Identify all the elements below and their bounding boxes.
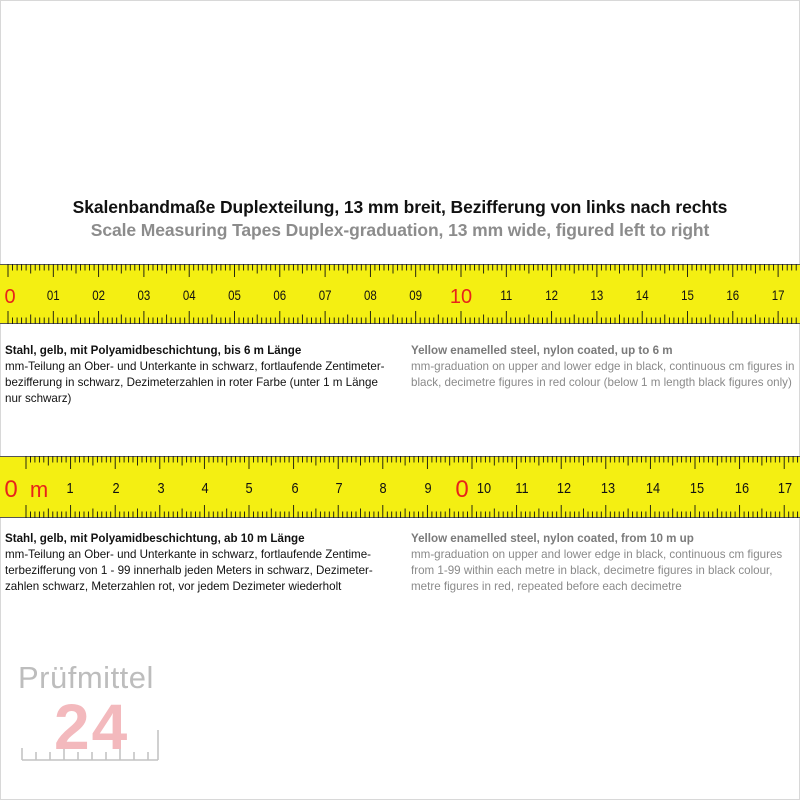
tape-1-graphic [0, 264, 800, 324]
section-1-english [411, 343, 797, 391]
section-1-german-heading: Stahl, gelb, mit Polyamidbeschichtung, bis 6 m Länge [5, 344, 302, 357]
tape-figure: 0 [4, 286, 16, 308]
section-2-german-line: mm-Teilung an Ober- und Unterkante in schwarz, fortlaufende Zentime- [5, 548, 372, 561]
section-1-english-line: mm-graduation on upper and lower edge in black, continuous cm figures in [411, 360, 795, 373]
section-2-german-heading: Stahl, gelb, mit Polyamidbeschichtung, ab 10 m Länge [5, 532, 305, 545]
tape-body [0, 264, 800, 324]
logo-word: Prüfmittel [18, 660, 154, 695]
tape-figure: 11 [500, 286, 513, 304]
tape-sample-2 [0, 456, 800, 518]
tape-2-graphic [0, 456, 800, 518]
tape-figure: 0 [455, 476, 469, 503]
tape-figure: 9 [424, 478, 432, 497]
tape-figure: 14 [635, 286, 649, 304]
tape-figure: 07 [318, 286, 332, 304]
tape-figure: 03 [137, 286, 151, 304]
tape-figure: 2 [112, 478, 120, 497]
tape-figure: 06 [273, 286, 287, 304]
tape-figure: 14 [645, 478, 661, 497]
section-2-english-line: from 1-99 within each metre in black, decimetre figures in black colour, [411, 564, 773, 577]
section-2-english-line: mm-graduation on upper and lower edge in black, continuous cm figures [411, 548, 783, 561]
tape-figure: 16 [726, 286, 740, 304]
section-1-german-line: bezifferung in schwarz, Dezimeterzahlen in roter Farbe (unter 1 m Länge [5, 376, 378, 389]
tape-figure: 12 [545, 286, 558, 304]
tape-figure: 17 [777, 478, 793, 497]
tape-sample-1 [0, 264, 800, 324]
title-english: Scale Measuring Tapes Duplex-graduation, 13 mm wide, figured left to right [90, 220, 710, 240]
tape-figure: 11 [515, 478, 529, 497]
tape-figure: 09 [409, 286, 423, 304]
pruefmittel24-logo [18, 660, 168, 795]
tape-figure: 01 [46, 286, 60, 304]
tape-figure: 16 [734, 478, 750, 497]
tape-figure: 13 [600, 478, 616, 497]
tape-figure: 0 [4, 476, 18, 503]
tape-figure: 15 [681, 286, 694, 304]
section-2-german [5, 531, 397, 595]
title-german: Skalenbandmaße Duplexteilung, 13 mm breit, Bezifferung von links nach rechts [72, 197, 728, 217]
tape-figure: 5 [245, 478, 253, 497]
section-2-english [411, 531, 797, 595]
section-1-german [5, 343, 397, 407]
tape-figure: 02 [92, 286, 105, 304]
tape-figure: 7 [335, 478, 343, 497]
section-2-english-heading: Yellow enamelled steel, nylon coated, from 10 m up [411, 532, 694, 545]
tape-figure: 05 [228, 286, 241, 304]
tape-figure: 6 [291, 478, 299, 497]
tape-figure: 3 [157, 478, 165, 497]
section-2-german-line: zahlen schwarz, Meterzahlen rot, vor jedem Dezimeter wiederholt [5, 580, 342, 593]
tape-figure: 10 [476, 478, 492, 497]
tape-body [0, 456, 800, 518]
tape-figure: 12 [556, 478, 572, 497]
tape-figure: m [29, 477, 49, 502]
section-2-german-line: terbezifferung von 1 - 99 innerhalb jeden Meters in schwarz, Dezimeter- [5, 564, 373, 577]
tape-figure: 13 [590, 286, 604, 304]
tape-figure: 15 [689, 478, 705, 497]
tape-figure: 1 [66, 478, 74, 497]
tape-figure: 04 [182, 286, 196, 304]
tape-figure: 08 [364, 286, 377, 304]
section-1-english-line: black, decimetre figures in red colour (below 1 m length black figures only) [411, 376, 792, 389]
logo-number: 24 [54, 691, 130, 763]
section-1-english-heading: Yellow enamelled steel, nylon coated, up to 6 m [411, 344, 673, 357]
tape-figure: 8 [379, 478, 387, 497]
tape-figure: 4 [201, 478, 209, 497]
tape-figure: 17 [771, 286, 785, 304]
section-1-german-line: mm-Teilung an Ober- und Unterkante in schwarz, fortlaufende Zentimeter- [5, 360, 385, 373]
section-2-english-line: metre figures in red, repeated before each decimetre [411, 580, 682, 593]
tape-figure: 10 [449, 286, 473, 308]
section-1-german-line: nur schwarz) [5, 392, 72, 405]
